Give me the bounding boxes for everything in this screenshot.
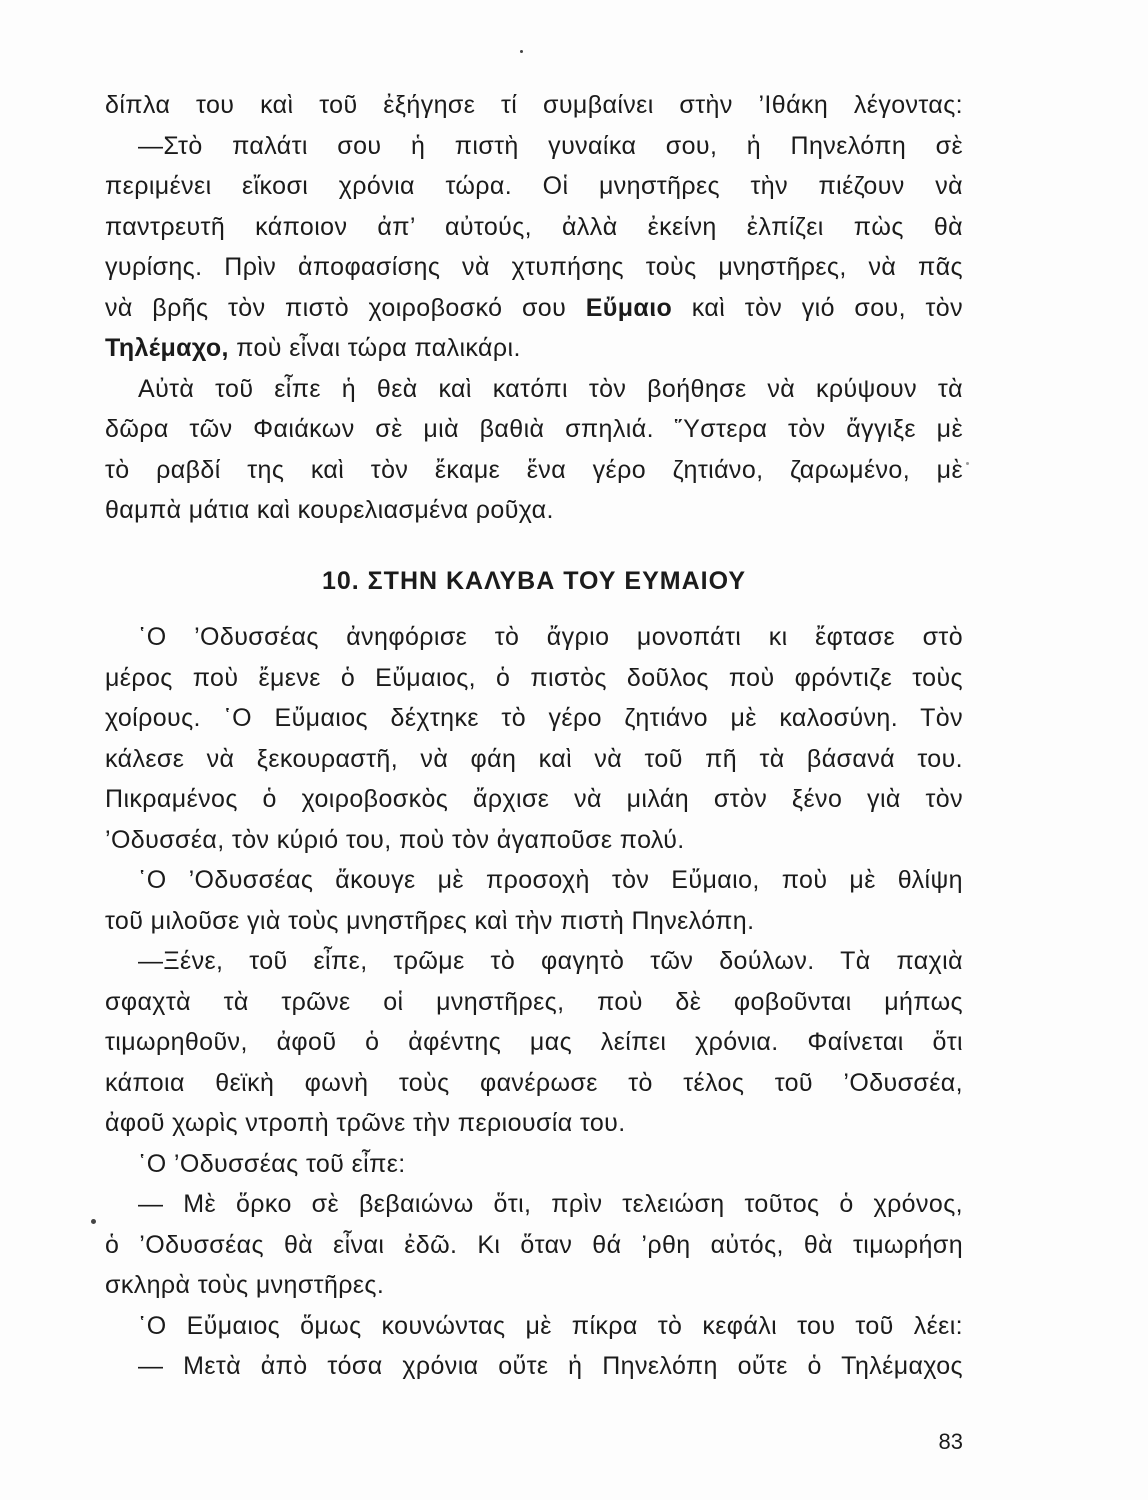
text-line: ῾Ο ’Οδυσσέας τοῦ εἶπε: bbox=[138, 1149, 406, 1178]
text-section-2 bbox=[105, 617, 963, 1387]
page-number: 83 bbox=[938, 1429, 963, 1454]
chapter-title: 10. ΣΤΗΝ ΚΑΛΥΒΑ ΤΟΥ ΕΥΜΑΙΟΥ bbox=[321, 567, 747, 595]
text-line: — Μὲ ὅρκο σὲ βεβαιώνω ὅτι, πρὶν τελειώση τοῦτος ὁ χρόνος, bbox=[138, 1190, 963, 1218]
text-line: σφαχτὰ τὰ τρῶνε οἱ μνηστῆρες, ποὺ δὲ φοβοῦνται μήπως bbox=[105, 987, 963, 1016]
text-line: τὸ ραβδί της καὶ τὸν ἔκαμε ἕνα γέρο ζητιάνο, ζαρωμένο, μὲ bbox=[105, 455, 963, 484]
text-line: ὁ ’Οδυσσέας θὰ εἶναι ἐδῶ. Κι ὅταν θά ’ρθη αὐτός, θὰ τιμωρήση bbox=[105, 1230, 963, 1259]
text-line: περιμένει εἴκοσι χρόνια τώρα. Οἱ μνηστῆρες τὴν πιέζουν νὰ bbox=[105, 172, 963, 200]
text-line: ῾Ο ’Οδυσσέας ἄκουγε μὲ προσοχὴ τὸν Εὔμαιο, ποὺ μὲ θλίψη bbox=[138, 866, 963, 894]
text-line: ’Οδυσσέα, τὸν κύριό του, ποὺ τὸν ἀγαποῦσε πολύ. bbox=[105, 825, 685, 854]
text-line: παντρευτῆ κάποιον ἀπ’ αὐτούς, ἀλλὰ ἐκείνη ἐλπίζει πὼς θὰ bbox=[105, 212, 963, 241]
text-line: Τηλέμαχο, ποὺ εἶναι τώρα παλικάρι. bbox=[105, 334, 521, 362]
scan-speck bbox=[966, 462, 969, 465]
scan-speck bbox=[520, 50, 523, 53]
text-line: τοῦ μιλοῦσε γιὰ τοὺς μνηστῆρες καὶ τὴν πιστὴ Πηνελόπη. bbox=[105, 906, 755, 935]
bold-name-eumaeus: Εὔμαιο bbox=[585, 293, 673, 322]
text-line: Πικραμένος ὁ χοιροβοσκὸς ἄρχισε νὰ μιλάη στὸν ξένο γιὰ τὸν bbox=[105, 785, 963, 813]
text-line: γυρίσης. Πρὶν ἀποφασίσης νὰ χτυπήσης τοὺς μνηστῆρες, νὰ πᾶς bbox=[105, 253, 963, 281]
text-line: κάποια θεϊκὴ φωνὴ τοὺς φανέρωσε τὸ τέλος τοῦ ’Οδυσσέα, bbox=[105, 1068, 963, 1097]
text-line: Αὐτὰ τοῦ εἶπε ἡ θεὰ καὶ κατόπι τὸν βοήθησε νὰ κρύψουν τὰ bbox=[138, 374, 963, 403]
text-line: —Ξένε, τοῦ εἶπε, τρῶμε τὸ φαγητὸ τῶν δούλων. Τὰ παχιὰ bbox=[138, 947, 963, 975]
bold-name-telemachus: Τηλέμαχο, bbox=[105, 334, 229, 362]
text-line: δῶρα τῶν Φαιάκων σὲ μιὰ βαθιὰ σπηλιά. Ὕστερα τὸν ἄγγιξε μὲ bbox=[105, 415, 963, 443]
text-line: ῾Ο ’Οδυσσέας ἀνηφόρισε τὸ ἄγριο μονοπάτι κι ἔφτασε στὸ bbox=[138, 623, 963, 651]
text-line: χοίρους. ῾Ο Εὔμαιος δέχτηκε τὸ γέρο ζητιάνο μὲ καλοσύνη. Τὸν bbox=[105, 704, 963, 732]
text-line: τιμωρηθοῦν, ἀφοῦ ὁ ἀφέντης μας λείπει χρόνια. Φαίνεται ὅτι bbox=[105, 1028, 963, 1056]
text-line: μέρος ποὺ ἔμενε ὁ Εὔμαιος, ὁ πιστὸς δοῦλος ποὺ φρόντιζε τοὺς bbox=[105, 663, 963, 692]
text-line: δίπλα του καὶ τοῦ ἐξήγησε τί συμβαίνει στὴν ’Ιθάκη λέγοντας: bbox=[105, 91, 963, 119]
text-line: ἀφοῦ χωρὶς ντροπὴ τρῶνε τὴν περιουσία του. bbox=[105, 1109, 626, 1137]
text-line: σκληρὰ τοὺς μνηστῆρες. bbox=[105, 1271, 385, 1299]
text-line: θαμπὰ μάτια καὶ κουρελιασμένα ροῦχα. bbox=[105, 496, 554, 524]
text-line: νὰ βρῆς τὸν πιστὸ χοιροβοσκό σου Εὔμαιο καὶ τὸν γιό σου, τὸν bbox=[105, 293, 963, 322]
text-line: κάλεσε νὰ ξεκουραστῆ, νὰ φάη καὶ νὰ τοῦ πῆ τὰ βάσανά του. bbox=[105, 744, 963, 773]
text-line: — Μετὰ ἀπὸ τόσα χρόνια οὔτε ἡ Πηνελόπη οὔτε ὁ Τηλέμαχος bbox=[138, 1352, 963, 1380]
text-line: —Στὸ παλάτι σου ἡ πιστὴ γυναίκα σου, ἡ Πηνελόπη σὲ bbox=[138, 131, 963, 160]
scan-speck bbox=[91, 1219, 96, 1224]
text-section-1 bbox=[105, 85, 963, 531]
text-line: ῾Ο Εὔμαιος ὅμως κουνώντας μὲ πίκρα τὸ κεφάλι του τοῦ λέει: bbox=[138, 1311, 963, 1340]
